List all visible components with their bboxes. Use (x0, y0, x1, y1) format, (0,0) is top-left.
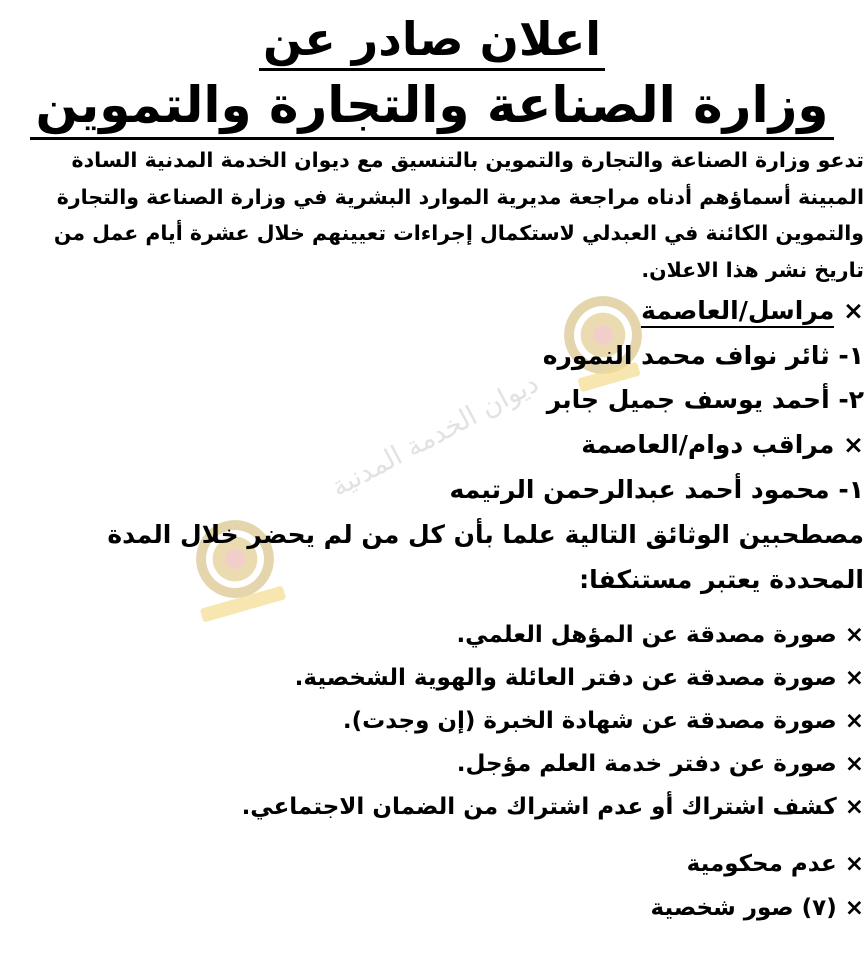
intro-line: تدعو وزارة الصناعة والتجارة والتموين بالتنسيق مع ديوان الخدمة المدنية السادة (71, 148, 864, 172)
section-heading: × مراقب دوام/العاصمة (581, 430, 864, 459)
bullet-icon: × (844, 751, 864, 777)
document-item: × كشف اشتراك أو عدم اشتراك من الضمان الاجتماعي. (241, 794, 864, 820)
ministry-title: وزارة الصناعة والتجارة والتموين (0, 76, 864, 140)
announcement-title: اعلان صادر عن (0, 12, 864, 71)
document-item: × صورة عن دفتر خدمة العلم مؤجل. (456, 751, 864, 777)
intro-line: والتموين الكائنة في العبدلي لاستكمال إجراءات تعيينهم خلال عشرة أيام عمل من (53, 221, 864, 245)
documents-intro-line: المحددة يعتبر مستنكفا: (579, 565, 864, 594)
candidate-name: ٢- أحمد يوسف جميل جابر (546, 385, 864, 414)
bullet-icon: × (844, 708, 864, 734)
documents-intro-line: مصطحبين الوثائق التالية علما بأن كل من لم يحضر خلال المدة (107, 520, 864, 549)
document-item: × عدم محكومية (686, 851, 864, 877)
intro-line: المبينة أسماؤهم أدناه مراجعة مديرية الموارد البشرية في وزارة الصناعة والتجارة (56, 185, 864, 209)
bullet-icon: × (844, 622, 864, 648)
bullet-icon: × (843, 430, 864, 459)
section-heading: × مراسل/العاصمة (641, 296, 864, 325)
bullet-icon: × (843, 296, 864, 325)
bullet-icon: × (844, 794, 864, 820)
intro-line: تاريخ نشر هذا الاعلان. (641, 258, 864, 282)
bullet-icon: × (844, 665, 864, 691)
document-item: × صورة مصدقة عن شهادة الخبرة (إن وجدت). (342, 708, 864, 734)
document-item: × (٧) صور شخصية (650, 895, 864, 921)
document-item: × صورة مصدقة عن دفتر العائلة والهوية الشخصية. (294, 665, 864, 691)
bullet-icon: × (844, 851, 864, 877)
candidate-name: ١- محمود أحمد عبدالرحمن الرتيمه (449, 475, 864, 504)
candidate-name: ١- ثائر نواف محمد النموره (542, 341, 864, 370)
document-item: × صورة مصدقة عن المؤهل العلمي. (456, 622, 864, 648)
watermark: ديوان الخدمة المدنية (326, 367, 544, 504)
bullet-icon: × (844, 895, 864, 921)
